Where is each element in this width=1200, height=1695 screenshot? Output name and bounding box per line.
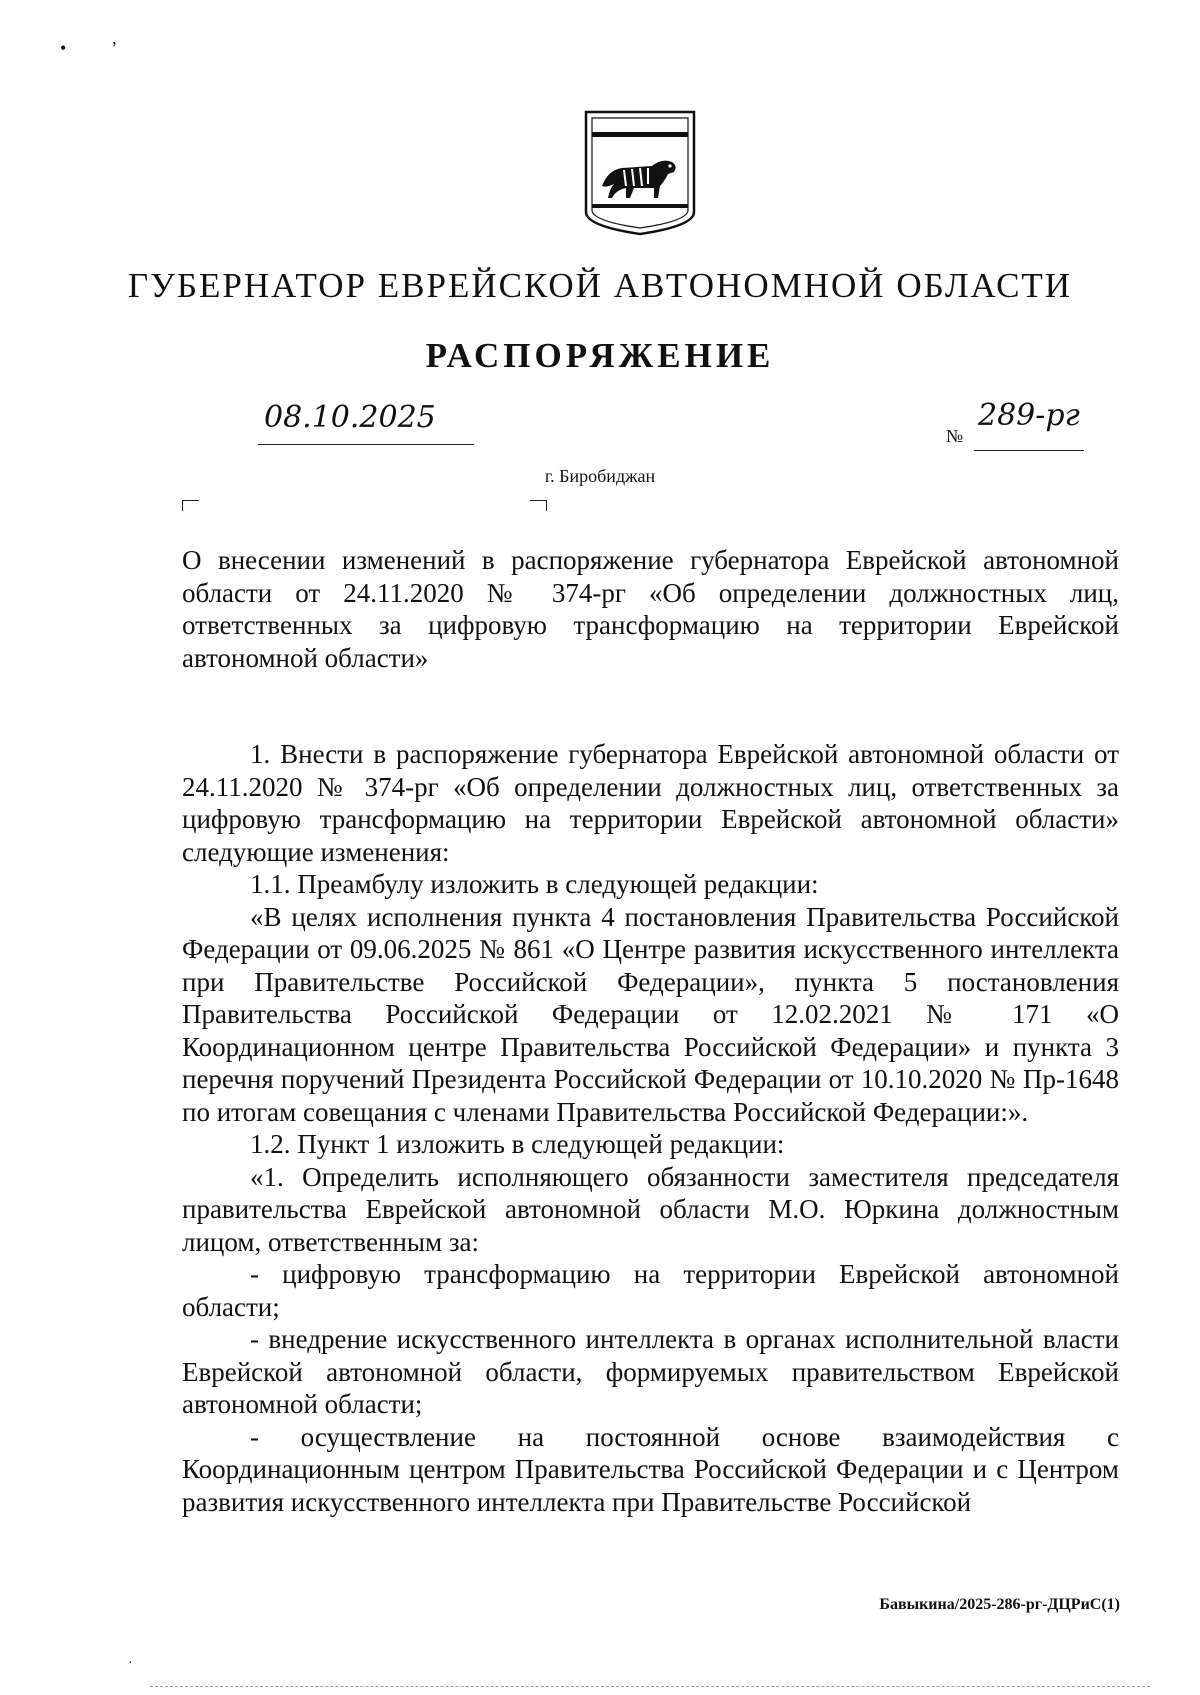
subject-corner-left xyxy=(182,500,199,511)
city: г. Биробиджан xyxy=(544,466,656,486)
handwritten-number: 289-рг xyxy=(978,398,1080,433)
scan-mark-bottom: · xyxy=(128,1656,133,1671)
footer-reference: Бавыкина/2025-286-рг-ДЦРиС(1) xyxy=(879,1596,1120,1613)
number-sign: № xyxy=(946,426,964,446)
document-body xyxy=(182,738,1119,1518)
number-underline xyxy=(974,440,1084,451)
scan-edge xyxy=(150,1686,1150,1689)
document-subject: О внесении изменений в распоряжение губернатора Еврейской автономной области от 24.11.2020 № 374-рг «Об определении должностных лиц, ответственных за цифровую трансформацию на территории Еврейской автономной области» xyxy=(182,545,1119,673)
document-type: РАСПОРЯЖЕНИЕ xyxy=(425,336,775,375)
paragraph: - внедрение искусственного интеллекта в органах исполнительной власти Еврейской автономной области, формируемых правительством Еврейской автономной области; xyxy=(182,1324,1119,1419)
paragraph: - осуществление на постоянной основе взаимодействия с Координационным центром Правительства Российской Федерации и с Центром развития искусственного интеллекта при Правительстве Российской xyxy=(182,1421,1119,1517)
scan-marks: • ʼ xyxy=(60,38,118,58)
paragraph: «В целях исполнения пункта 4 постановления Правительства Российской Федерации от 09.06.2025 № 861 «О Центре развития искусственного интеллекта при Правительстве Российской Федерации», пункта 5 постановления Правительства Российской Федерации от 12.02.2021 № 171 «О Координационном центре Правительства Российской Федерации» и пункта 3 перечня поручений Президента Российской Федерации от 10.10.2020 № Пр-1648 по итогам совещания с членами Правительства Российской Федерации:». xyxy=(182,901,1119,1127)
paragraph: - цифровую трансформацию на территории Еврейской автономной области; xyxy=(182,1259,1119,1322)
date-field xyxy=(258,400,474,445)
paragraph: 1.2. Пункт 1 изложить в следующей редакции: xyxy=(250,1129,785,1159)
subject-corner-right xyxy=(530,500,547,511)
paragraph: «1. Определить исполняющего обязанности заместителя председателя правительства Еврейской автономной области М.О. Юркина должностным лицом, ответственным за: xyxy=(182,1161,1119,1257)
tiger-coat-of-arms-icon xyxy=(582,108,698,240)
paragraph: 1. Внести в распоряжение губернатора Еврейской автономной области от 24.11.2020 № 374-рг «Об определении должностных лиц, ответственных за цифровую трансформацию на территории Еврейской автономной области» следующие изменения: xyxy=(182,739,1119,867)
issuer-title: ГУБЕРНАТОР ЕВРЕЙСКОЙ АВТОНОМНОЙ ОБЛАСТИ xyxy=(127,266,1073,305)
handwritten-date: 08.10.2025 xyxy=(264,400,436,435)
paragraph: 1.1. Преамбулу изложить в следующей редакции: xyxy=(250,869,819,899)
